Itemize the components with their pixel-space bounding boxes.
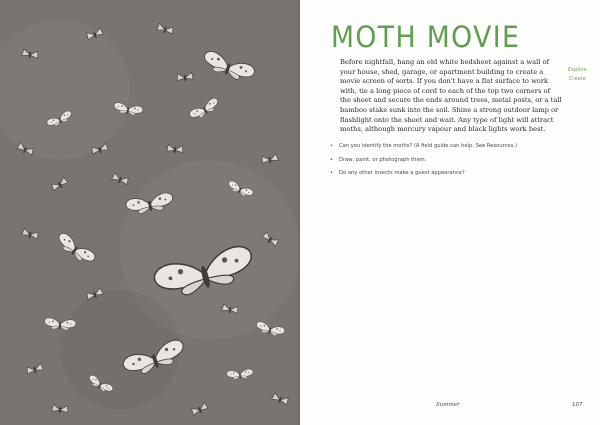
bullet-icon: • bbox=[330, 170, 333, 177]
tag-create: Create bbox=[569, 76, 586, 82]
bullet-text: Do any other insects make a guest appearance? bbox=[339, 170, 465, 177]
text-page bbox=[300, 0, 600, 425]
bullet-text: Draw, paint, or photograph them. bbox=[339, 156, 427, 163]
body-paragraph: Before nightfall, hang an old white bedsheet against a wall of your house, shed, garage, or apartment building to create a movie screen of sorts. If you don't have a flat surface to work with, tie a long piece of cord to each of the top two corners of the sheet and secure the ends around trees, metal posts, or a tall bamboo stake sunk into the soil. Shine a strong outdoor lamp or flashlight onto the sheet and wait. Any type of light will attract moths, although mercury vapour and black lights work best. bbox=[340, 58, 562, 134]
bullet-icon: • bbox=[330, 156, 333, 163]
bullet-item bbox=[330, 157, 562, 164]
side-tags bbox=[568, 66, 587, 84]
bullet-list bbox=[330, 143, 562, 184]
bullet-item bbox=[330, 170, 562, 177]
page-title: MOTH MOVIE bbox=[331, 20, 521, 54]
page-number: 107 bbox=[572, 402, 583, 408]
running-footer: Summer bbox=[436, 402, 460, 408]
bullet-icon: • bbox=[330, 143, 333, 149]
bullet-text: Can you identify the moths? (A field guide can help. See Resources.) bbox=[339, 143, 518, 149]
bullet-item bbox=[330, 143, 562, 150]
tag-explore: Explore bbox=[568, 67, 587, 73]
